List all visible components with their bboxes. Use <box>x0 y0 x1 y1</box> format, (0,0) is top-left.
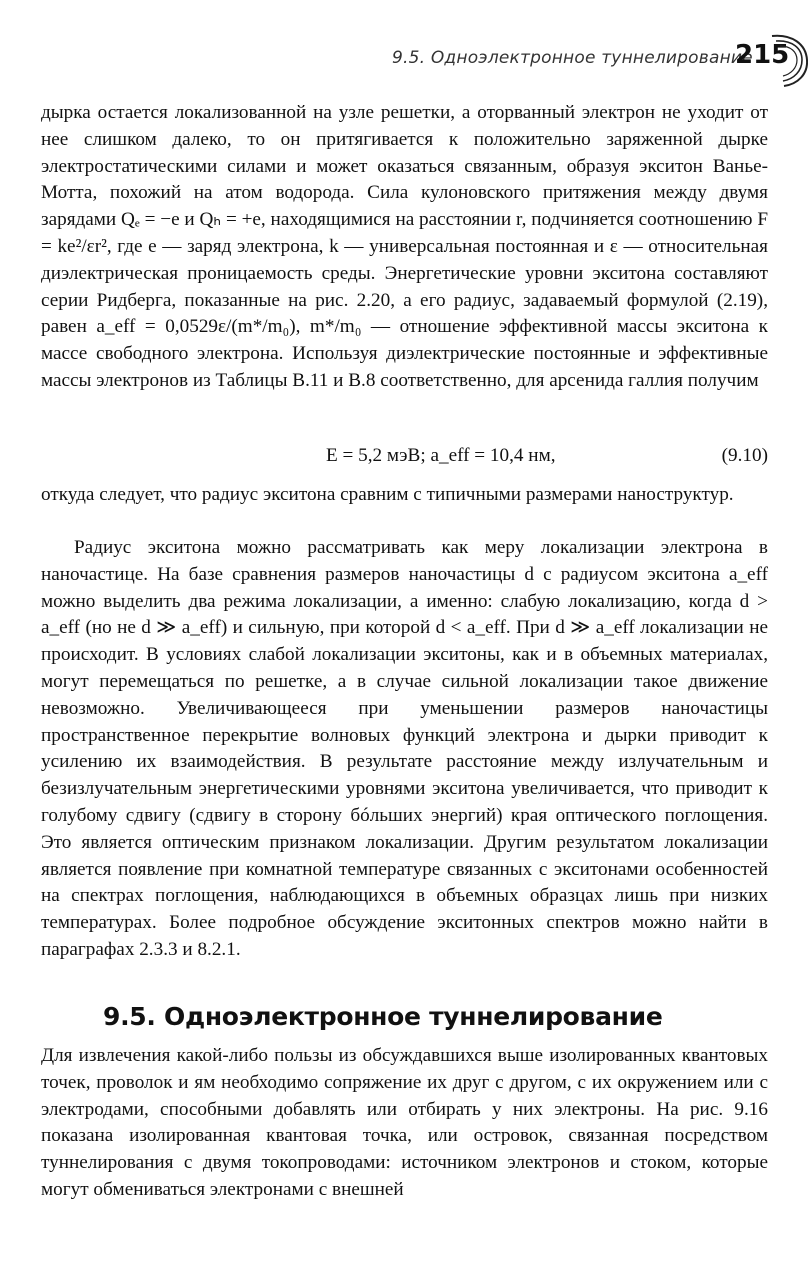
body-paragraph-3: Радиус экситона можно рассматривать как меру локализации электрона в наночастице. На базе сравнения размеров наночастицы d с радиусом экситона a_eff можно выделить два режима локализации, а именно: слабую локализацию, когда d > a_eff (но не d ≫ a_eff) и сильную, при которой d < a_eff. При d ≫ a_eff локализации не происходит. В условиях слабой локализации экситоны, как и в объемных материалах, могут перемещаться по решетке, а в случае сильной локализации такое движение невозможно. Увеличивающееся при уменьшении размеров наночастицы пространственное перекрытие волновых функций электрона и дырки приводит к усилению их взаимодействия. В результате расстояние между излучательным и безизлучательным энергетическими уровнями экситона увеличивается, что приводит к голубому сдвигу (сдвигу в сторону бóльших энергий) края оптического поглощения. Это является оптическим признаком локализации. Другим результатом локализации является появление при комнатной температуре связанных с экситонами особенностей на спектрах поглощения, наблюдающихся в объемных образцах лишь при низких температурах. Более подробное обсуждение экситонных спектров можно найти в параграфах 2.3.3 и 8.2.1. <box>41 537 768 960</box>
page-header <box>380 40 800 92</box>
body-paragraph-2: откуда следует, что радиус экситона сравним с типичными размерами наноструктур. <box>41 484 734 505</box>
page-corner-swirl-icon <box>752 30 808 90</box>
section-paragraph-1: Для извлечения какой-либо пользы из обсуждавшихся выше изолированных квантовых точек, проволок и ям необходимо сопряжение их друг с другом, с их окружением или с электродами, способными добавлять или отбирать у них электроны. На рис. 9.16 показана изолированная квантовая точка, или островок, связанная посредством туннелирования с двумя токопроводами: источником электронов и стоком, которые могут обмениваться электронами с внешней <box>41 1045 768 1200</box>
section-heading: 9.5. Одноэлектронное туннелирование <box>103 1002 663 1031</box>
equation: E = 5,2 мэВ; a_eff = 10,4 нм, <box>326 445 556 466</box>
body-paragraph-1: дырка остается локализованной на узле решетки, а оторванный электрон не уходит от нее слишком далеко, то он притягивается к положительно заряженной дырке электростатическими силами и может оказаться связанным, образуя экситон Ванье-Мотта, похожий на атом водорода. Сила кулоновского притяжения между двумя зарядами Qₑ = −e и Qₕ = +e, находящимися на расстоянии r, подчиняется соотношению F = ke²/εr², где e — заряд электрона, k — универсальная постоянная и ε — относительная диэлектрическая проницаемость среды. Энергетические уровни экситона составляют серии Ридберга, показанные на рис. 2.20, а его радиус, задаваемый формулой (2.19), равен a_eff = 0,0529ε/(m*/m₀), m*/m₀ — отношение эффективной массы экситона к массе свободного электрона. Используя диэлектрические постоянные и эффективные массы электронов из Таблицы B.11 и B.8 соответственно, для арсенида галлия получим <box>41 102 768 391</box>
equation-line <box>41 445 768 473</box>
running-head: 9.5. Одноэлектронное туннелирование <box>392 48 753 68</box>
page-number: 215 <box>735 40 790 70</box>
equation-number: (9.10) <box>721 445 768 466</box>
